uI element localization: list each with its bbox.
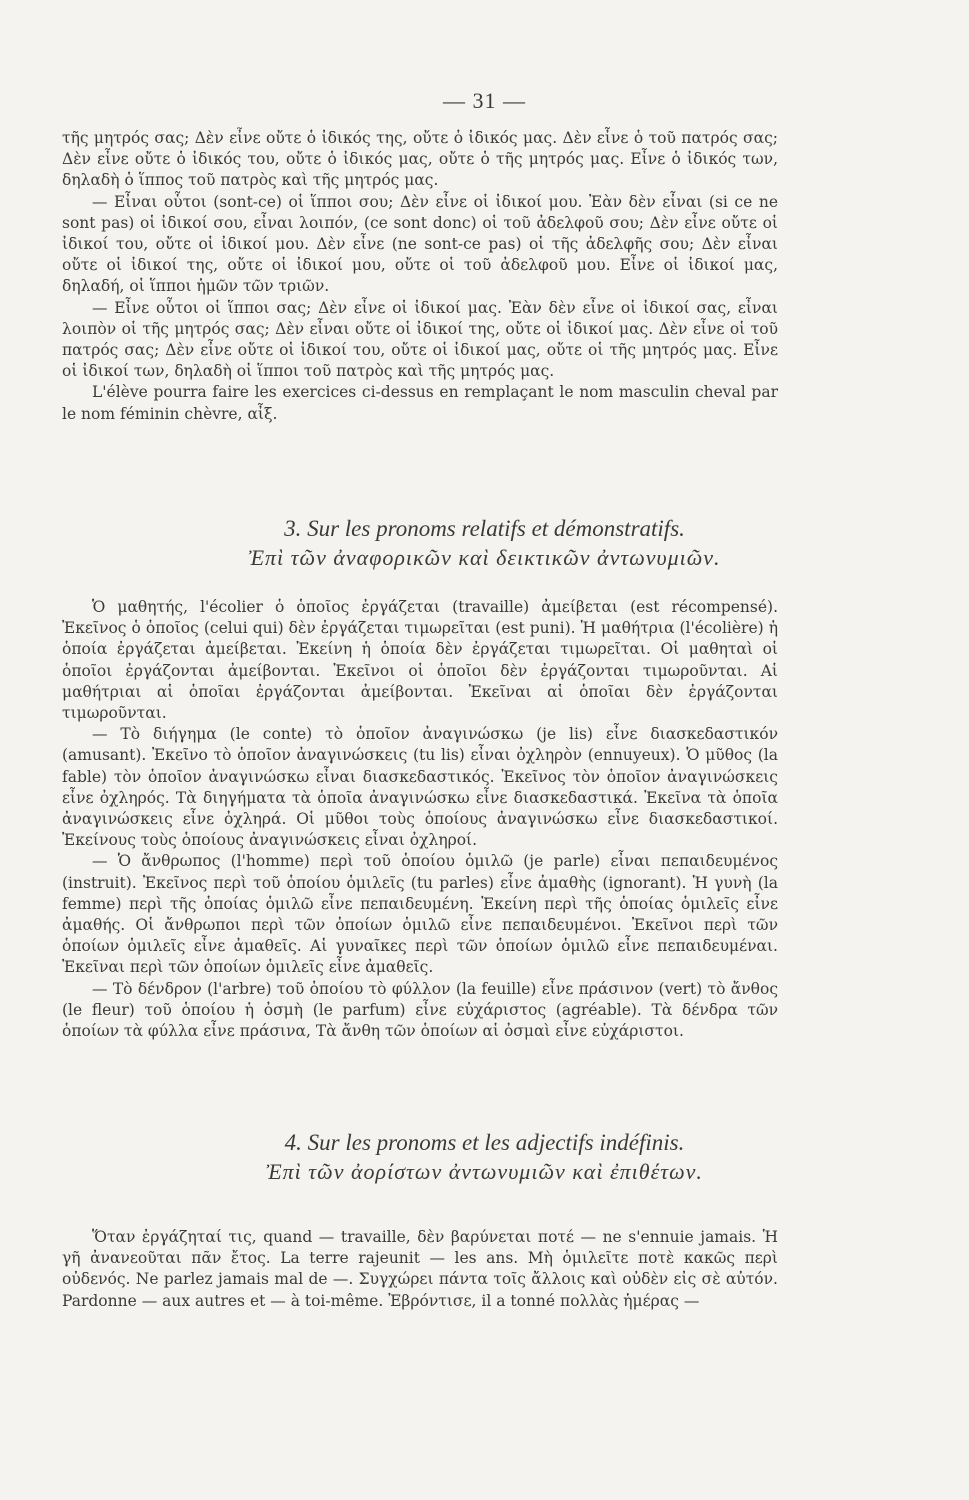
section-title-greek: Ἐπὶ τῶν ἀναφορικῶν καὶ δεικτικῶν ἀντωνυμιῶν. — [248, 545, 721, 570]
paragraph: L'élève pourra faire les exercices ci-dessus en remplaçant le nom masculin cheval par le nom féminin chèvre, αἶξ. — [62, 383, 778, 423]
paragraph: — Τὸ δένδρον (l'arbre) τοῦ ὁποίου τὸ φύλλον (la feuille) εἶνε πράσινον (vert) τὸ ἄνθος (le fleur) τοῦ ὁποίου ἡ ὀσμὴ (le parfum) εἶνε εὐχάριστος (agréable). Τὰ δένδρα τῶν ὁποίων τὰ φύλλα εἶνε πράσινα, Τὰ ἄνθη τῶν ὁποίων αἱ ὀσμαὶ εἶνε εὐχάριστοι. — [62, 979, 778, 1041]
paragraph: Ὅταν ἐργάζηταί τις, quand — travaille, δὲν βαρύνεται ποτέ — ne s'ennuie jamais. Ἡ γῆ ἀνανεοῦται πᾶν ἔτος. La terre rajeunit — les ans. Μὴ ὁμιλεῖτε ποτὲ κακῶς περὶ οὐδενός. Ne parlez jamais mal de —. Συγχώρει πάντα τοῖς ἄλλοις καὶ οὐδὲν εἰς σὲ αὐτόν. Pardonne — aux autres et — à toi-même. Ἐβρόντισε, il a tonné πολλὰς ἡμέρας — — [62, 1228, 778, 1310]
paragraph: τῆς μητρός σας; Δὲν εἶνε οὔτε ὁ ἰδικός της, οὔτε ὁ ἰδικός μας. Δὲν εἶνε ὁ τοῦ πατρός σας; Δὲν εἶνε οὔτε ὁ ἰδικός του, οὔτε ὁ ἰδικός μας, οὔτε ὁ τῆς μητρός μας. Εἶνε ὁ ἰδικός των, δηλαδὴ ὁ ἵππος τοῦ πατρὸς καὶ τῆς μητρός μας. — [62, 129, 778, 190]
section-title-french: 4. Sur les pronoms et les adjectifs indéfinis. — [284, 1130, 685, 1155]
paragraph: — Εἶναι οὗτοι (sont-ce) οἱ ἵπποι σου; Δὲν εἶνε οἱ ἰδικοί μου. Ἐὰν δὲν εἶναι (si ce ne sont pas) οἱ ἰδικοί σου, εἶναι λοιπόν, (ce sont donc) οἱ τοῦ ἀδελφοῦ σου; Δὲν εἶνε οὔτε οἱ ἰδικοί του, οὔτε οἱ ἰδικοί μου. Δὲν εἶνε (ne sont-ce pas) οἱ τῆς ἀδελφῆς σου; Δὲν εἶναι οὔτε οἱ ἰδικοί της, οὔτε οἱ ἰδικοί μου, οὔτε οἱ τοῦ ἀδελφοῦ μου. Εἶνε οἱ ἰδικοί μας, δηλαδή, οἱ ἵπποι ἡμῶν τῶν τριῶν. — [62, 192, 778, 296]
paragraph: — Τὸ διήγημα (le conte) τὸ ὁποῖον ἀναγινώσκω (je lis) εἶνε διασκεδαστικόν (amusant). Ἐκεῖνο τὸ ὁποῖον ἀναγινώσκεις (tu lis) εἶναι ὀχληρὸν (ennuyeux). Ὁ μῦθος (la fable) τὸν ὁποῖον ἀναγινώσκω εἶναι διασκεδαστικός. Ἐκεῖνος τὸν ὁποῖον ἀναγινώσκεις εἶνε ὀχληρός. Τὰ διηγήματα τὰ ὁποῖα ἀναγινώσκω εἶνε διασκεδαστικά. Ἐκεῖνα τὰ ὁποῖα ἀναγινώσκεις εἶνε ὀχληρά. Οἱ μῦθοι τοὺς ὁποίους ἀναγινώσκω εἶνε διασκεδαστικοί. Ἐκείνους τοὺς ὁποίους ἀναγινώσκεις εἶναι ὀχληροί. — [62, 725, 778, 850]
text-block-indefinites — [62, 1227, 778, 1312]
text-block-relatives — [62, 597, 778, 1042]
paragraph: — Ὁ ἄνθρωπος (l'homme) περὶ τοῦ ὁποίου ὁμιλῶ (je parle) εἶναι πεπαιδευμένος (instruit). Ἐκεῖνος περὶ τοῦ ὁποίου ὁμιλεῖς (tu parles) εἶνε ἀμαθὴς (ignorant). Ἡ γυνὴ (la femme) περὶ τῆς ὁποίας ὁμιλῶ εἶνε πεπαιδευμένη. Ἐκείνη περὶ τῆς ὁποίας ὁμιλεῖς εἶνε ἀμαθής. Οἱ ἄνθρωποι περὶ τῶν ὁποίων ὁμιλῶ εἶνε πεπαιδευμένοι. Ἐκεῖνοι περὶ τῶν ὁποίων ὁμιλεῖς εἶνε ἀμαθεῖς. Αἱ γυναῖκες περὶ τῶν ὁποίων ὁμιλῶ εἶνε πεπαιδευμέναι. Ἐκεῖναι περὶ τῶν ὁποίων ὁμιλεῖς εἶνε ἀμαθεῖς. — [62, 852, 778, 977]
paragraph: Ὁ μαθητής, l'écolier ὁ ὁποῖος ἐργάζεται (travaille) ἀμείβεται (est récompensé). Ἐκεῖνος ὁ ὁποῖος (celui qui) δὲν ἐργάζεται τιμωρεῖται (est puni). Ἡ μαθήτρια (l'écolière) ἡ ὁποία ἐργάζεται ἀμείβεται. Ἐκείνη ἡ ὁποία δὲν ἐργάζεται τιμωρεῖται. Οἱ μαθηταὶ οἱ ὁποῖοι ἐργάζονται ἀμείβονται. Ἐκεῖνοι οἱ ὁποῖοι δὲν ἐργάζονται τιμωροῦνται. Αἱ μαθήτριαι αἱ ὁποῖαι ἐργάζονται ἀμείβονται. Ἐκεῖναι αἱ ὁποῖαι δὲν ἐργάζονται τιμωροῦνται. — [62, 598, 778, 723]
paragraph: — Εἶνε οὗτοι οἱ ἵπποι σας; Δὲν εἶνε οἱ ἰδικοί μας. Ἐὰν δὲν εἶνε οἱ ἰδικοί σας, εἶναι λοιπὸν οἱ τῆς μητρός σας; Δὲν εἶναι οὔτε οἱ ἰδικοί της, οὔτε οἱ ἰδικοί μας. Δὲν εἶνε οἱ τοῦ πατρός σας; Δὲν εἶνε οὔτε οἱ ἰδικοί του, οὔτε οἱ ἰδικοί μας, οὔτε οἱ τῆς μητρός μας. Εἶνε οἱ ἰδικοί των, δηλαδὴ οἱ ἵπποι τοῦ πατρὸς καὶ τῆς μητρός μας. — [62, 298, 778, 381]
section-heading-4 — [0, 1128, 969, 1186]
section-title-greek: Ἐπὶ τῶν ἀορίστων ἀντωνυμιῶν καὶ ἐπιθέτων. — [266, 1159, 703, 1184]
section-heading-3 — [0, 514, 969, 572]
section-title-french: 3. Sur les pronoms relatifs et démonstratifs. — [284, 516, 685, 541]
page-number: — 31 — — [443, 88, 526, 113]
text-block-possessives — [62, 128, 778, 425]
